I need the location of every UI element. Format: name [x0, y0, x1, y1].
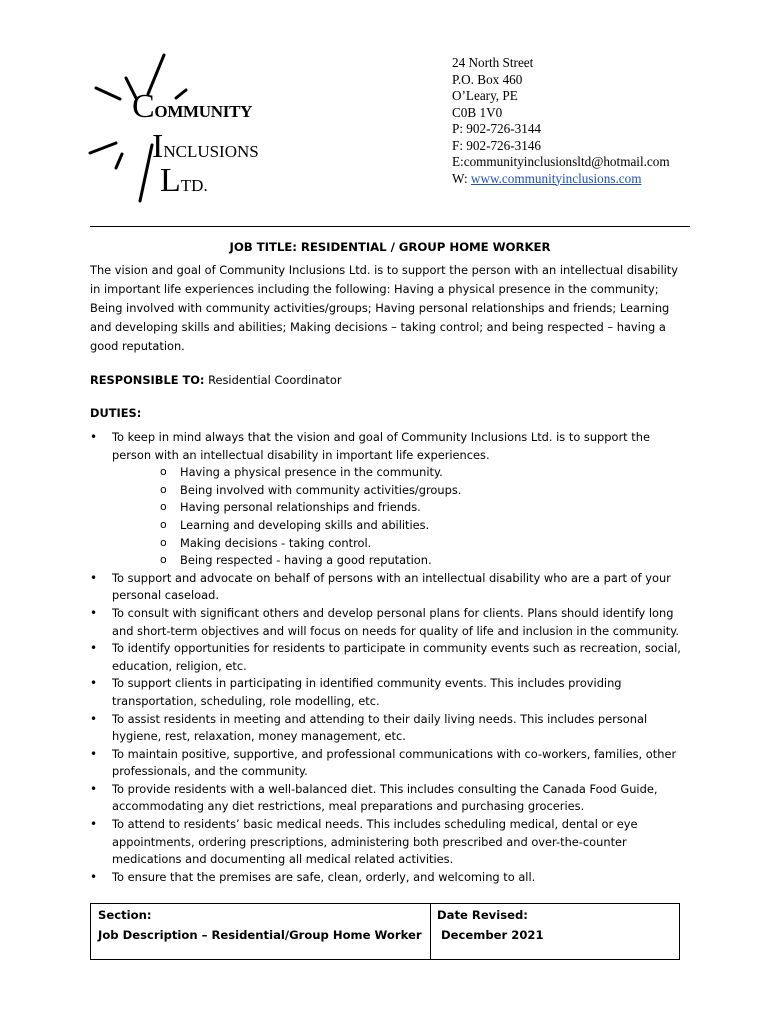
date-revised-value: December 2021	[437, 928, 544, 942]
job-title: JOB TITLE: RESIDENTIAL / GROUP HOME WORKER	[229, 240, 551, 254]
duty-item: • To support and advocate on behalf of persons with an intellectual disability who are a part of your personal caseload.	[90, 570, 690, 605]
logo-line-community: COMMUNITY	[132, 88, 253, 125]
address-phone: P: 902-726-3144	[452, 121, 542, 136]
duty-item: • To assist residents in meeting and attending to their daily living needs. This includes personal hygiene, rest, relaxation, money management, etc.	[90, 711, 690, 746]
website-link[interactable]: www.communityinclusions.com	[470, 170, 642, 186]
duty-item: • To provide residents with a well-balanced diet. This includes consulting the Canada Food Guide, accommodating any diet restrictions, meal preparations and purchasing groceries.	[90, 781, 690, 816]
address-po-box: P.O. Box 460	[452, 71, 523, 87]
footer-table	[90, 903, 680, 960]
address-fax: F: 902-726-3146	[452, 137, 542, 153]
duty-item: • To consult with significant others and develop personal plans for clients. Plans should identify long and short-term objectives and will focus on needs for quality of life and inclusion in the community.	[90, 605, 690, 640]
sub-duty-item: o Being involved with community activities/groups.	[158, 482, 690, 500]
duty-item: • To support clients in participating in identified community events. This includes providing transportation, scheduling, role modelling, etc.	[90, 675, 690, 710]
duties-heading: DUTIES:	[90, 406, 142, 420]
address-street: 24 North Street	[452, 55, 534, 70]
section-value: Job Description – Residential/Group Home Worker	[98, 928, 422, 942]
duty-item: • To keep in mind always that the vision and goal of Community Inclusions Ltd. is to support the person with an intellectual disability in important life experiences. o Having a physical presence in the community. o Being involved with community activities/groups. o Having personal relationships and friends. o Learning and developing skills and abilities. o Making decisions - taking control. o Being respected - having a good reputation.	[90, 429, 690, 570]
duty-item: • To ensure that the premises are safe, clean, orderly, and welcoming to all.	[90, 869, 690, 887]
sub-duty-item: o Being respected - having a good reputation.	[158, 552, 690, 570]
address-email: E:communityinclusionsltd@hotmail.com	[452, 154, 670, 169]
duty-item: • To maintain positive, supportive, and professional communications with co-workers, families, other professionals, and the community.	[90, 746, 690, 781]
section-cell	[91, 904, 431, 959]
date-revised-label: Date Revised:	[437, 908, 528, 922]
sub-duties-list	[112, 464, 690, 570]
document-body	[90, 238, 690, 886]
company-logo	[86, 50, 286, 210]
sub-duty-item: o Having personal relationships and friends.	[158, 499, 690, 517]
address-city: O’Leary, PE	[452, 88, 518, 103]
date-revised-cell	[431, 904, 544, 960]
sub-duty-item: o Learning and developing skills and abilities.	[158, 517, 690, 535]
vision-paragraph: The vision and goal of Community Inclusions Ltd. is to support the person with an intellectual disability in important life experiences including the following: Having a physical presence in the community; Being involved with community activities/groups; Having personal relationships and friends; Learning and developing skills and abilities; Making decisions – taking control; and being respected – having a good reputation.	[90, 263, 678, 353]
address-web: W: www.communityinclusions.com	[452, 170, 642, 186]
address-postal-code: C0B 1V0	[452, 104, 503, 120]
sub-duty-item: o Making decisions - taking control.	[158, 535, 690, 553]
duty-item: • To attend to residents’ basic medical needs. This includes scheduling medical, dental or eye appointments, ordering prescriptions, administering both prescribed and over-the-counter medications and documenting all medical related activities.	[90, 816, 690, 869]
section-label: Section:	[98, 908, 152, 922]
logo-line-ltd: LTD.	[160, 162, 208, 199]
sub-duty-item: o Having a physical presence in the community.	[158, 464, 690, 482]
company-address	[452, 55, 670, 187]
duty-item: • To identify opportunities for residents to participate in community events such as recreation, social, education, religion, etc.	[90, 640, 690, 675]
duties-list	[90, 429, 690, 886]
header-divider	[90, 226, 690, 227]
logo-line-inclusions: INCLUSIONS	[152, 128, 259, 165]
responsible-to: RESPONSIBLE TO: Residential Coordinator	[90, 373, 342, 387]
